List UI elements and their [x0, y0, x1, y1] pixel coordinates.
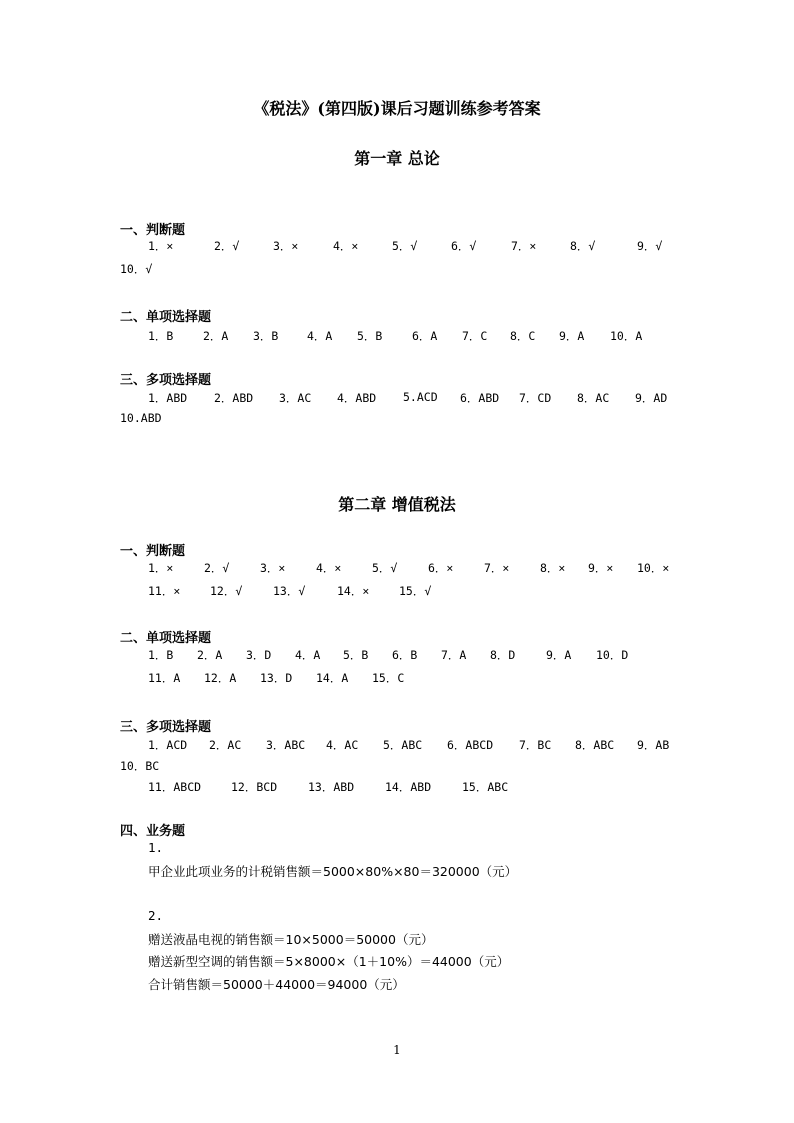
- answer-item: 7．A: [441, 648, 467, 662]
- question-2-answer-line-3: 合计销售额＝50000＋44000＝94000（元）: [148, 977, 405, 992]
- answer-item: 4．×: [333, 239, 359, 253]
- ch2-true-false-heading: 一、判断题: [120, 544, 186, 559]
- answer-item: 9．A: [559, 329, 585, 343]
- answer-item: 13．ABD: [308, 780, 355, 794]
- answer-item: 3．AC: [279, 391, 312, 405]
- answer-item: 13．D: [260, 671, 293, 685]
- answer-item: 9．A: [546, 648, 572, 662]
- answer-item: 14．A: [316, 671, 349, 685]
- answer-item: 9．×: [588, 561, 614, 575]
- answer-item: 5．B: [357, 329, 383, 343]
- question-2-answer-line-1: 赠送液晶电视的销售额＝10×5000＝50000（元）: [148, 932, 434, 947]
- answer-item: 5．ABC: [383, 738, 423, 752]
- question-1-number: 1.: [148, 840, 164, 855]
- answer-item: 15．C: [372, 671, 405, 685]
- answer-item: 14．ABD: [385, 780, 432, 794]
- answer-item: 14．×: [337, 584, 370, 598]
- answer-item: 9．√: [637, 239, 663, 253]
- ch1-multiple-choice-heading: 三、多项选择题: [120, 373, 212, 388]
- answer-item: 1．×: [148, 561, 174, 575]
- answer-item: 6．√: [451, 239, 477, 253]
- chapter-2-title: 第二章 增值税法: [338, 495, 456, 514]
- answer-item: 3．×: [260, 561, 286, 575]
- answer-item: 5．√: [372, 561, 398, 575]
- answer-item: 12．A: [204, 671, 237, 685]
- answer-item: 15．ABC: [462, 780, 509, 794]
- answer-item: 12．BCD: [231, 780, 278, 794]
- answer-item: 3．×: [273, 239, 299, 253]
- answer-item: 12．√: [210, 584, 243, 598]
- answer-item: 8．ABC: [575, 738, 615, 752]
- answer-item: 8．D: [490, 648, 516, 662]
- answer-item: 8．C: [510, 329, 536, 343]
- answer-item: 2．AC: [209, 738, 242, 752]
- answer-item: 11．×: [148, 584, 181, 598]
- answer-item: 7．×: [511, 239, 537, 253]
- ch1-true-false-heading: 一、判断题: [120, 223, 186, 238]
- answer-item: 1．ABD: [148, 391, 188, 405]
- answer-item: 4．ABD: [337, 391, 377, 405]
- answer-item: 2．A: [203, 329, 229, 343]
- ch2-multiple-choice-heading: 三、多项选择题: [120, 720, 212, 735]
- answer-item: 7．×: [484, 561, 510, 575]
- ch2-business-heading: 四、业务题: [120, 824, 186, 839]
- answer-item: 7．BC: [519, 738, 552, 752]
- answer-item: 1．B: [148, 648, 174, 662]
- answer-item: 11．ABCD: [148, 780, 202, 794]
- answer-item: 7．CD: [519, 391, 552, 405]
- answer-item: 8．AC: [577, 391, 610, 405]
- answer-item: 9．AD: [635, 391, 668, 405]
- chapter-1-title: 第一章 总论: [354, 149, 440, 168]
- question-1-answer-line: 甲企业此项业务的计税销售额＝5000×80%×80＝320000（元）: [148, 864, 518, 879]
- answer-item: 4．A: [307, 329, 333, 343]
- answer-item: 9．AB: [637, 738, 670, 752]
- answer-item: 1．×: [148, 239, 174, 253]
- question-2-answer-line-2: 赠送新型空调的销售额＝5×8000×（1＋10%）＝44000（元）: [148, 954, 510, 969]
- answer-item: 15．√: [399, 584, 432, 598]
- answer-item: 13．√: [273, 584, 306, 598]
- answer-item: 6．A: [412, 329, 438, 343]
- answer-item: 2．√: [214, 239, 240, 253]
- answer-item: 8．√: [570, 239, 596, 253]
- answer-item: 1．ACD: [148, 738, 188, 752]
- answer-item: 10．A: [610, 329, 643, 343]
- answer-item: 6．ABCD: [447, 738, 494, 752]
- answer-item: 10.ABD: [120, 411, 162, 425]
- answer-item: 11．A: [148, 671, 181, 685]
- answer-item: 7．C: [462, 329, 488, 343]
- question-2-number: 2.: [148, 908, 164, 923]
- answer-item: 6．B: [392, 648, 418, 662]
- answer-item: 5.ACD: [403, 390, 438, 404]
- answer-item: 10．√: [120, 262, 153, 276]
- answer-item: 2．A: [197, 648, 223, 662]
- answer-item: 10．×: [637, 561, 670, 575]
- answer-item: 10．BC: [120, 759, 160, 773]
- answer-item: 1．B: [148, 329, 174, 343]
- answer-item: 6．×: [428, 561, 454, 575]
- answer-item: 5．√: [392, 239, 418, 253]
- answer-item: 5．B: [343, 648, 369, 662]
- answer-item: 3．ABC: [266, 738, 306, 752]
- ch1-single-choice-heading: 二、单项选择题: [120, 310, 212, 325]
- answer-item: 10．D: [596, 648, 629, 662]
- answer-item: 2．√: [204, 561, 230, 575]
- answer-item: 4．AC: [326, 738, 359, 752]
- document-title: 《税法》(第四版)课后习题训练参考答案: [253, 99, 541, 118]
- answer-item: 3．B: [253, 329, 279, 343]
- ch2-single-choice-heading: 二、单项选择题: [120, 631, 212, 646]
- answer-item: 8．×: [540, 561, 566, 575]
- answer-item: 3．D: [246, 648, 272, 662]
- answer-item: 2．ABD: [214, 391, 254, 405]
- page-number: 1: [393, 1043, 401, 1057]
- answer-item: 4．×: [316, 561, 342, 575]
- answer-item: 6．ABD: [460, 391, 500, 405]
- answer-item: 4．A: [295, 648, 321, 662]
